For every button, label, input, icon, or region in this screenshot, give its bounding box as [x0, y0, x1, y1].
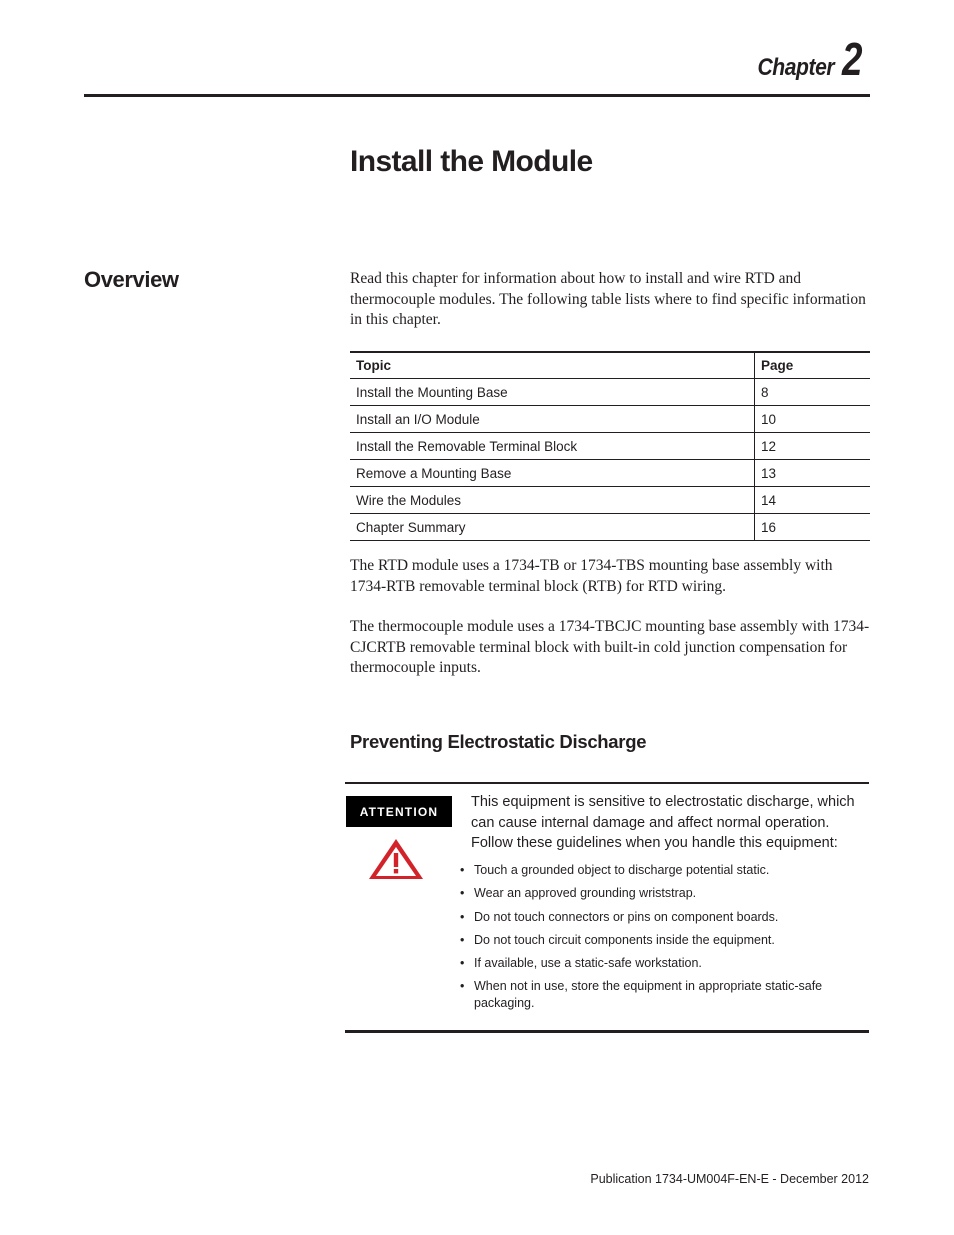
list-item: • When not in use, store the equipment in appropriate static-safe packaging.	[460, 979, 823, 1011]
chapter-header	[747, 33, 868, 85]
topic-column-header: Topic	[350, 352, 755, 379]
topic-cell: Wire the Modules	[350, 487, 755, 514]
topic-cell: Remove a Mounting Base	[350, 460, 755, 487]
list-item: • Do not touch circuit components inside the equipment.	[460, 932, 775, 947]
page-cell: 16	[755, 514, 871, 541]
warning-triangle-icon	[368, 838, 424, 880]
table-row	[350, 460, 870, 487]
topic-cell: Install the Mounting Base	[350, 379, 755, 406]
page-cell: 12	[755, 433, 871, 460]
topic-cell: Chapter Summary	[350, 514, 755, 541]
page-cell: 13	[755, 460, 871, 487]
topic-cell: Install an I/O Module	[350, 406, 755, 433]
table-row	[350, 487, 870, 514]
page-cell: 8	[755, 379, 871, 406]
overview-heading: Overview	[84, 267, 179, 292]
table-row	[350, 433, 870, 460]
chapter-number: 2	[842, 33, 863, 85]
overview-intro: Read this chapter for information about how to install and wire RTD and thermocouple modules. The following table lists where to find specific information in this chapter.	[350, 270, 866, 328]
list-item: • Wear an approved grounding wriststrap.	[460, 886, 697, 901]
page-title: Install the Module	[350, 145, 593, 178]
chapter-rule	[84, 94, 870, 97]
rtd-paragraph: The RTD module uses a 1734-TB or 1734-TBS mounting base assembly with 1734-RTB removable terminal block (RTB) for RTD wiring.	[350, 557, 833, 595]
esd-heading: Preventing Electrostatic Discharge	[350, 731, 647, 752]
chapter-label: Chapter	[757, 54, 835, 81]
page-column-header: Page	[755, 352, 871, 379]
page-cell: 10	[755, 406, 871, 433]
attention-box	[345, 782, 869, 1033]
table-row	[350, 379, 870, 406]
list-item: • If available, use a static-safe workstation.	[460, 956, 702, 971]
publication-footer: Publication 1734-UM004F-EN-E - December 2012	[590, 1172, 869, 1186]
attention-label: ATTENTION	[346, 796, 452, 827]
guidelines-list	[460, 862, 865, 1019]
list-item: • Touch a grounded object to discharge potential static.	[460, 863, 770, 877]
list-item: • Do not touch connectors or pins on component boards.	[460, 909, 779, 924]
topics-table	[350, 351, 870, 541]
page-cell: 14	[755, 487, 871, 514]
topic-cell: Install the Removable Terminal Block	[350, 433, 755, 460]
table-row	[350, 406, 870, 433]
table-header-row	[350, 352, 870, 379]
attention-intro: This equipment is sensitive to electrostatic discharge, which can cause internal damage and affect normal operation. Follow these guidelines when you handle this equipment:	[471, 794, 855, 851]
table-row	[350, 514, 870, 541]
thermocouple-paragraph: The thermocouple module uses a 1734-TBCJC mounting base assembly with 1734-CJCRTB removable terminal block with built-in cold junction compensation for thermocouple inputs.	[350, 618, 870, 676]
